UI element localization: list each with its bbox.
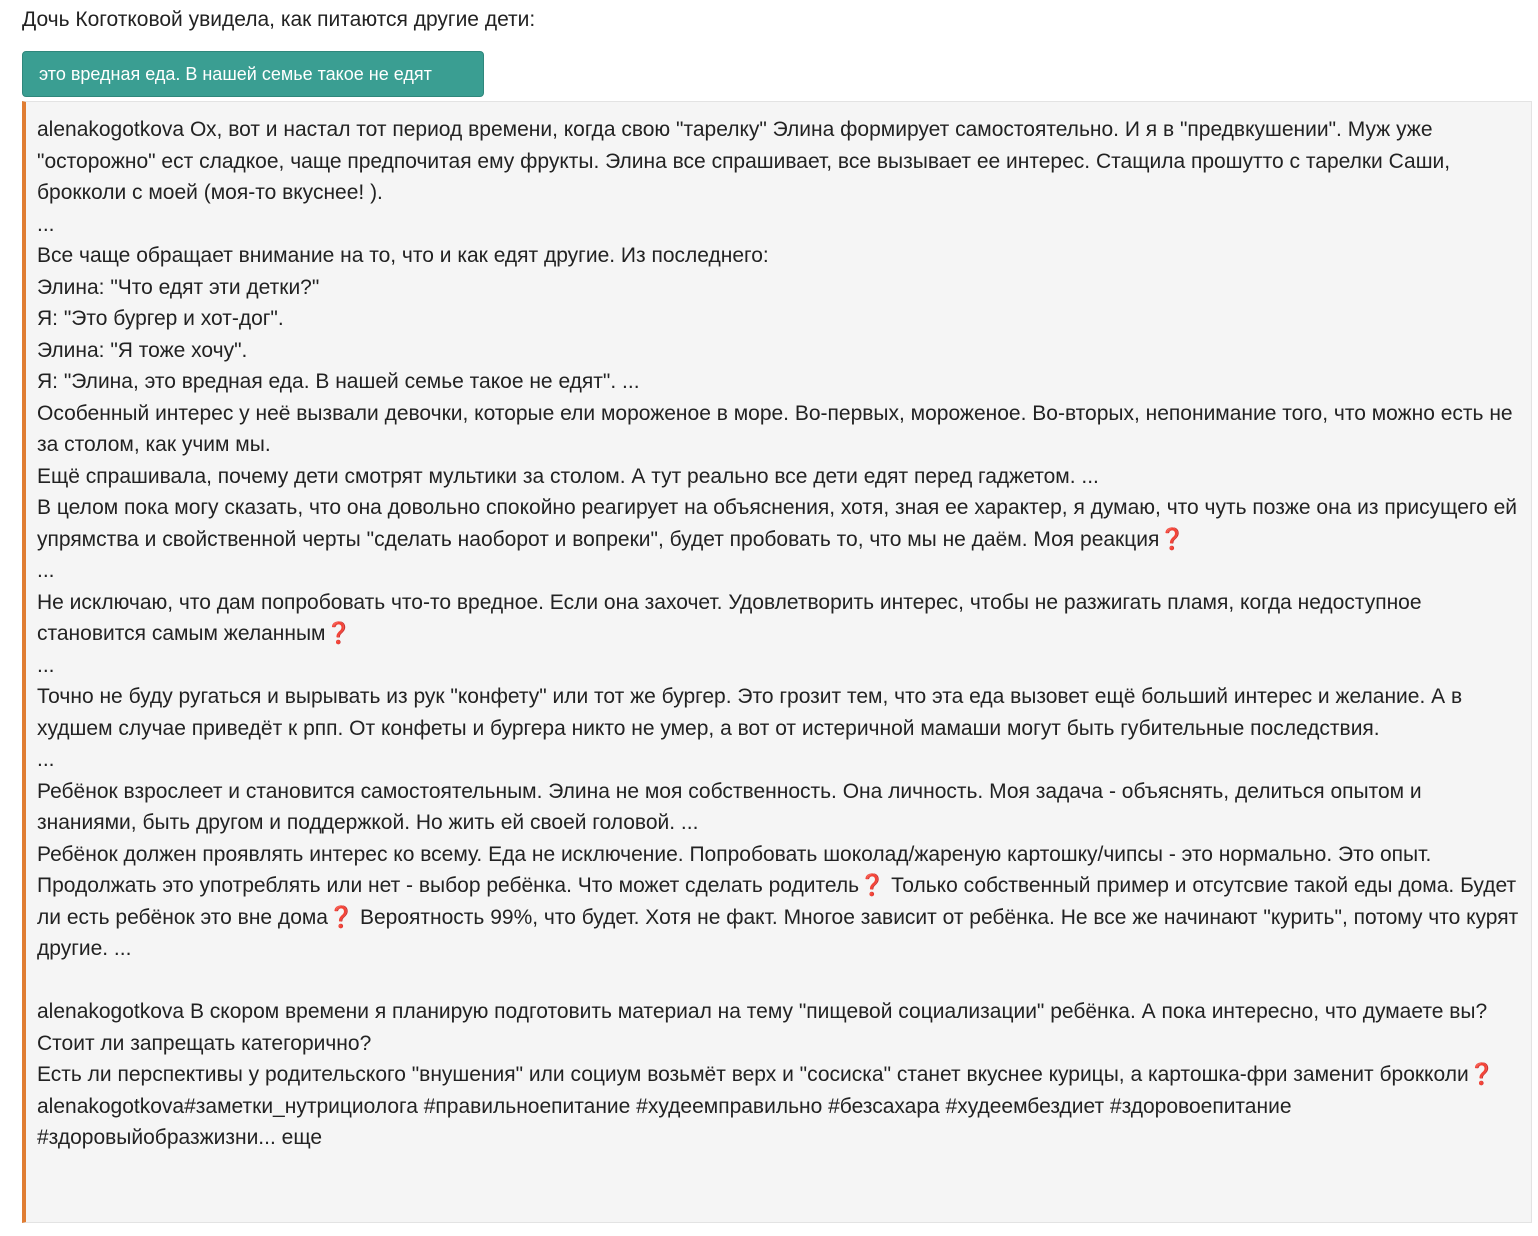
quote-text: Есть ли перспективы у родительского "внушения" или социум возьмёт верх и "сосиска" станет вкуснее курицы, а картошка-фри заменит брокколи — [37, 1063, 1469, 1086]
quoted-post — [22, 101, 1532, 1223]
question-mark-icon: ❓ — [328, 905, 355, 929]
quote-line — [37, 744, 1525, 776]
quote-text: Особенный интерес у неё вызвали девочки, которые ели мороженое в море. Во-первых, мороженое. Во-вторых, непонимание того, что можно есть не за столом, как учим мы. — [37, 401, 1519, 456]
quote-text: Элина: "Что едят эти детки?" — [37, 275, 320, 299]
quote-text: Вероятность 99%, что будет. Хотя не факт. Многое зависит от ребёнка. Не все же начинают "курить", потому что курят другие. ... — [37, 905, 1525, 960]
quote-text: ... — [37, 653, 55, 677]
quote-line — [37, 335, 1525, 367]
quote-line — [37, 650, 1525, 682]
quote-text: alenakogotkova#заметки_нутрициолога #правильноепитание #худеемправильно #безсахара #худеембездиет #здоровоепитание #здоровыйобразжизни... еще — [37, 1094, 1298, 1149]
question-mark-icon: ❓ — [859, 874, 886, 897]
quote-line — [37, 461, 1525, 493]
quote-line — [37, 272, 1525, 304]
quote-line — [37, 209, 1525, 241]
quote-text: Не исключаю, что дам попробовать что-то вредное. Если она захочет. Удовлетворить интерес, чтобы не разжигать пламя, когда недоступное становится самым желанным — [37, 590, 1428, 645]
quote-line — [37, 996, 1525, 1059]
quote-line — [37, 366, 1525, 398]
quote-line — [37, 555, 1525, 587]
post-headline: Дочь Коготковой увидела, как питаются другие дети: — [22, 8, 536, 31]
quote-text: В целом пока могу сказать, что она довольно спокойно реагирует на объяснения, хотя, зная ее характер, я думаю, что чуть позже она из присущего ей упрямства и свойственной черты "сделать наоборот и вопреки", будет пробовать то, что мы не даём. Моя реакция — [37, 496, 1523, 551]
quote-line — [37, 1059, 1525, 1091]
quote-line — [37, 398, 1525, 461]
question-mark-icon: ❓ — [1159, 527, 1186, 551]
spoiler-button[interactable]: это вредная еда. В нашей семье такое не едят — [22, 51, 484, 97]
quote-line — [37, 681, 1525, 744]
quote-text: Ребёнок должен проявлять интерес ко всему. Еда не исключение. Попробовать шоколад/жареную картошку/чипсы - это нормально. Это опыт. Продолжать это употреблять или нет - выбор ребёнка. Что может сделать родитель — [37, 842, 1438, 897]
quote-text: Я: "Элина, это вредная еда. В нашей семье такое не едят". ... — [37, 370, 640, 393]
quote-line — [37, 240, 1525, 272]
quote-line — [37, 492, 1525, 555]
quote-text: Точно не буду ругаться и вырывать из рук "конфету" или тот же бургер. Это грозит тем, что эта еда вызовет ещё больший интерес и желание. А в худшем случае приведёт к рпп. От конфеты и бургера никто не умер, а вот от истеричной мамаши могут быть губительные последствия. — [37, 685, 1468, 740]
quote-text: Ещё спрашивала, почему дети смотрят мультики за столом. А тут реально все дети едят перед гаджетом. ... — [37, 464, 1099, 488]
quote-text: alenakogotkova В скором времени я планирую подготовить материал на тему "пищевой социализации" ребёнка. А пока интересно, что думаете вы? Стоит ли запрещать категорично? — [37, 1000, 1494, 1055]
question-mark-icon: ❓ — [325, 622, 352, 645]
quote-line — [37, 1091, 1525, 1154]
quote-text: ... — [37, 212, 55, 236]
quote-line — [37, 776, 1525, 839]
quote-text: Ребёнок взрослеет и становится самостоятельным. Элина не моя собственность. Она личность. Моя задача - объяснять, делиться опытом и знаниями, быть другом и поддержкой. Но жить ей своей головой. ... — [37, 779, 1428, 834]
quote-text: ... — [37, 748, 55, 771]
quote-line — [37, 303, 1525, 335]
quote-line — [37, 114, 1525, 209]
quote-line — [37, 965, 1525, 997]
quote-text: Только собственный пример и отсутсвие такой еды дома. Будет ли есть ребёнок это вне дома — [37, 874, 1522, 929]
quote-text: Все чаще обращает внимание на то, что и как едят другие. Из последнего: — [37, 244, 769, 267]
quote-text: alenakogotkova Ох, вот и настал тот период времени, когда свою "тарелку" Элина формирует самостоятельно. И я в "предвкушении". Муж уже "осторожно" ест сладкое, чаще предпочитая ему фрукты. Элина все спрашивает, все вызывает ее интерес. Стащила прошутто с тарелки Саши, брокколи с моей (моя-то вкуснее! ). — [37, 118, 1456, 204]
quote-line — [37, 587, 1525, 650]
quote-text: Элина: "Я тоже хочу". — [37, 338, 248, 362]
quote-line — [37, 839, 1525, 965]
quote-text: ... — [37, 559, 55, 582]
quote-text: Я: "Это бургер и хот-дог". — [37, 307, 284, 330]
question-mark-icon: ❓ — [1468, 1063, 1495, 1086]
